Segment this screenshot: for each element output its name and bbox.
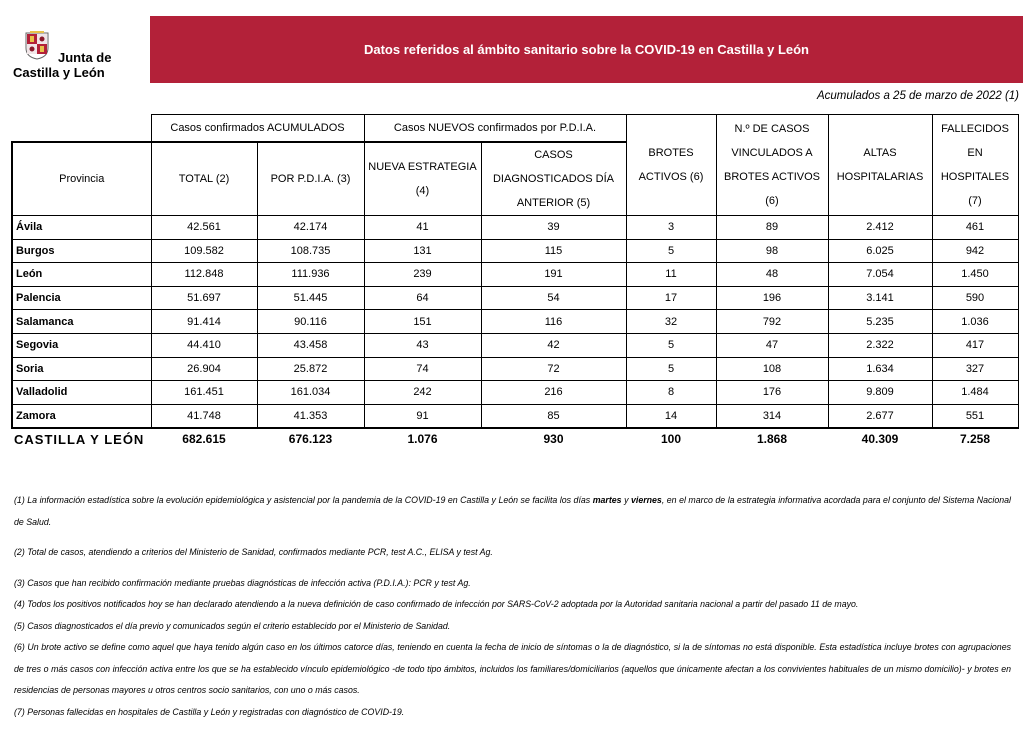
table-cell: 43	[364, 333, 481, 357]
coat-of-arms-icon	[20, 30, 54, 60]
table-cell: 590	[932, 286, 1018, 310]
table-cell: 5	[626, 333, 716, 357]
header-spacer	[12, 115, 151, 143]
total-cell: 676.123	[257, 428, 364, 449]
table-cell: 8	[626, 381, 716, 405]
table-cell: 51.445	[257, 286, 364, 310]
table-cell: 39	[481, 216, 626, 240]
table-cell: 47	[716, 333, 828, 357]
table-cell: 14	[626, 404, 716, 428]
group-header-nuevos: Casos NUEVOS confirmados por P.D.I.A.	[364, 115, 626, 143]
table-cell: 5	[626, 357, 716, 381]
table-cell: 151	[364, 310, 481, 334]
table-cell: 112.848	[151, 263, 257, 287]
col-header-brotes: BROTES ACTIVOS (6)	[626, 115, 716, 216]
group-header-acumulados: Casos confirmados ACUMULADOS	[151, 115, 364, 143]
table-row	[12, 357, 1018, 381]
table-cell: 74	[364, 357, 481, 381]
table-row	[12, 216, 1018, 240]
table-cell: 41.748	[151, 404, 257, 428]
junta-logo	[10, 28, 130, 82]
table-cell: 792	[716, 310, 828, 334]
table-cell: 42.561	[151, 216, 257, 240]
table-cell: 461	[932, 216, 1018, 240]
row-province: Burgos	[12, 239, 151, 263]
table-cell: 115	[481, 239, 626, 263]
table-cell: 43.458	[257, 333, 364, 357]
table-cell: 51.697	[151, 286, 257, 310]
col-header-nueva-estrategia: NUEVA ESTRATEGIA (4)	[364, 142, 481, 216]
col-header-pdia: POR P.D.I.A. (3)	[257, 142, 364, 216]
table-cell: 2.677	[828, 404, 932, 428]
table-row	[12, 310, 1018, 334]
logo-line-1: Junta de	[58, 50, 112, 65]
table-cell: 90.116	[257, 310, 364, 334]
footnote-1-martes: martes	[592, 495, 622, 505]
col-header-altas: ALTAS HOSPITALARIAS	[828, 115, 932, 216]
row-province: Palencia	[12, 286, 151, 310]
table-cell: 72	[481, 357, 626, 381]
table-row	[12, 333, 1018, 357]
table-cell: 25.872	[257, 357, 364, 381]
table-cell: 2.412	[828, 216, 932, 240]
table-cell: 131	[364, 239, 481, 263]
row-province: Zamora	[12, 404, 151, 428]
col-header-vinculados: N.º DE CASOS VINCULADOS A BROTES ACTIVOS (6)	[716, 115, 828, 216]
table-cell: 9.809	[828, 381, 932, 405]
table-cell: 41	[364, 216, 481, 240]
total-cell: 1.868	[716, 428, 828, 449]
table-cell: 327	[932, 357, 1018, 381]
table-cell: 64	[364, 286, 481, 310]
data-rows	[12, 216, 1018, 429]
table-cell: 1.450	[932, 263, 1018, 287]
table-row	[12, 239, 1018, 263]
table-cell: 2.322	[828, 333, 932, 357]
table-row	[12, 381, 1018, 405]
table-cell: 216	[481, 381, 626, 405]
table-cell: 85	[481, 404, 626, 428]
table-cell: 108	[716, 357, 828, 381]
row-province: Salamanca	[12, 310, 151, 334]
table-cell: 116	[481, 310, 626, 334]
table-cell: 417	[932, 333, 1018, 357]
table-cell: 5.235	[828, 310, 932, 334]
row-province: Segovia	[12, 333, 151, 357]
table-row	[12, 404, 1018, 428]
table-cell: 3.141	[828, 286, 932, 310]
footnote-1	[14, 490, 1011, 533]
table-cell: 176	[716, 381, 828, 405]
total-cell: 7.258	[932, 428, 1018, 449]
footnote-7: (7) Personas fallecidas en hospitales de Castilla y León y registradas con diagnóstico de COVID-19.	[14, 706, 405, 717]
table-cell: 242	[364, 381, 481, 405]
total-cell: 40.309	[828, 428, 932, 449]
footnote-5: (5) Casos diagnosticados el día previo y comunicados según el criterio establecido por el Ministerio de Sanidad.	[14, 620, 451, 631]
table-cell: 551	[932, 404, 1018, 428]
footnote-1-and: y	[621, 495, 631, 505]
table-cell: 108.735	[257, 239, 364, 263]
page-title: Datos referidos al ámbito sanitario sobre la COVID-19 en Castilla y León	[363, 42, 809, 57]
table-cell: 91	[364, 404, 481, 428]
footnote-2: (2) Total de casos, atendiendo a criterios del Ministerio de Sanidad, confirmados mediante PCR, test A.C., ELISA y test Ag.	[14, 547, 493, 557]
total-label: CASTILLA Y LEÓN	[12, 428, 151, 449]
col-header-total: TOTAL (2)	[151, 142, 257, 216]
row-province: Ávila	[12, 216, 151, 240]
table-cell: 196	[716, 286, 828, 310]
logo-line-2: Castilla y León	[13, 65, 105, 80]
table-cell: 42.174	[257, 216, 364, 240]
table-cell: 44.410	[151, 333, 257, 357]
table-cell: 109.582	[151, 239, 257, 263]
table-cell: 1.036	[932, 310, 1018, 334]
footnote-6: (6) Un brote activo se define como aquel que haya tenido algún caso en los últimos catorce días, teniendo en cuenta la fecha de inicio de síntomas o la de diagnóstico, si la de síntomas no está disponible. Esta estadística incluye brotes con agrupaciones de tres o más casos con infección activa entre los que se ha establecido vínculo epidemiológico -de todo tipo ámbitos, incluidos los familiares/domiciliarios (aquellos que únicamente afectan a los convivientes habituales de un mismo domicilio)- y brotes en residencias de personas mayores u otros centros socio sanitarios, con uno o más casos.	[14, 642, 1011, 695]
footnote-1-viernes: viernes	[631, 495, 662, 505]
table-cell: 91.414	[151, 310, 257, 334]
table-cell: 98	[716, 239, 828, 263]
table-cell: 32	[626, 310, 716, 334]
footnotes	[14, 490, 1011, 723]
total-cell: 682.615	[151, 428, 257, 449]
date-note: Acumulados a 25 de marzo de 2022 (1)	[816, 90, 1019, 102]
col-header-provincia: Provincia	[12, 142, 151, 216]
table-cell: 6.025	[828, 239, 932, 263]
total-cell: 100	[626, 428, 716, 449]
table-cell: 5	[626, 239, 716, 263]
table-cell: 11	[626, 263, 716, 287]
total-row	[12, 428, 1018, 449]
table-cell: 161.451	[151, 381, 257, 405]
table-cell: 942	[932, 239, 1018, 263]
footnote-3: (3) Casos que han recibido confirmación mediante pruebas diagnósticas de infección activa (P.D.I.A.): PCR y test Ag.	[14, 577, 471, 588]
table-cell: 161.034	[257, 381, 364, 405]
table-cell: 111.936	[257, 263, 364, 287]
col-header-fallecidos: FALLECIDOS EN HOSPITALES (7)	[932, 115, 1018, 216]
row-province: León	[12, 263, 151, 287]
footnote-1-end: , en el marco de la estrategia informativa acordada para el conjunto del Sistema Nacional de Salud.	[14, 495, 1011, 527]
row-province: Valladolid	[12, 381, 151, 405]
table-cell: 48	[716, 263, 828, 287]
table-cell: 1.634	[828, 357, 932, 381]
table-cell: 41.353	[257, 404, 364, 428]
footnote-4: (4) Todos los positivos notificados hoy se han declarado atendiendo a la nueva definición de caso confirmado de infección por SARS-CoV-2 adoptada por la Autoridad sanitaria nacional a partir del pasado 11 de mayo.	[14, 599, 859, 609]
table-row	[12, 286, 1018, 310]
table-cell: 314	[716, 404, 828, 428]
table-cell: 54	[481, 286, 626, 310]
table-cell: 191	[481, 263, 626, 287]
table-cell: 1.484	[932, 381, 1018, 405]
footnote-1-text: (1) La información estadística sobre la evolución epidemiológica y asistencial por la pandemia de la COVID-19 en Castilla y León se facilita los días	[14, 495, 593, 505]
row-province: Soria	[12, 357, 151, 381]
table-cell: 7.054	[828, 263, 932, 287]
title-banner	[150, 16, 1023, 83]
table-cell: 89	[716, 216, 828, 240]
total-cell: 1.076	[364, 428, 481, 449]
table-cell: 17	[626, 286, 716, 310]
total-cell: 930	[481, 428, 626, 449]
table-cell: 239	[364, 263, 481, 287]
table-cell: 42	[481, 333, 626, 357]
table-cell: 26.904	[151, 357, 257, 381]
covid-data-table	[11, 114, 1019, 449]
table-cell: 3	[626, 216, 716, 240]
table-row	[12, 263, 1018, 287]
col-header-diagnosticados: CASOS DIAGNOSTICADOS DÍA ANTERIOR (5)	[481, 142, 626, 216]
